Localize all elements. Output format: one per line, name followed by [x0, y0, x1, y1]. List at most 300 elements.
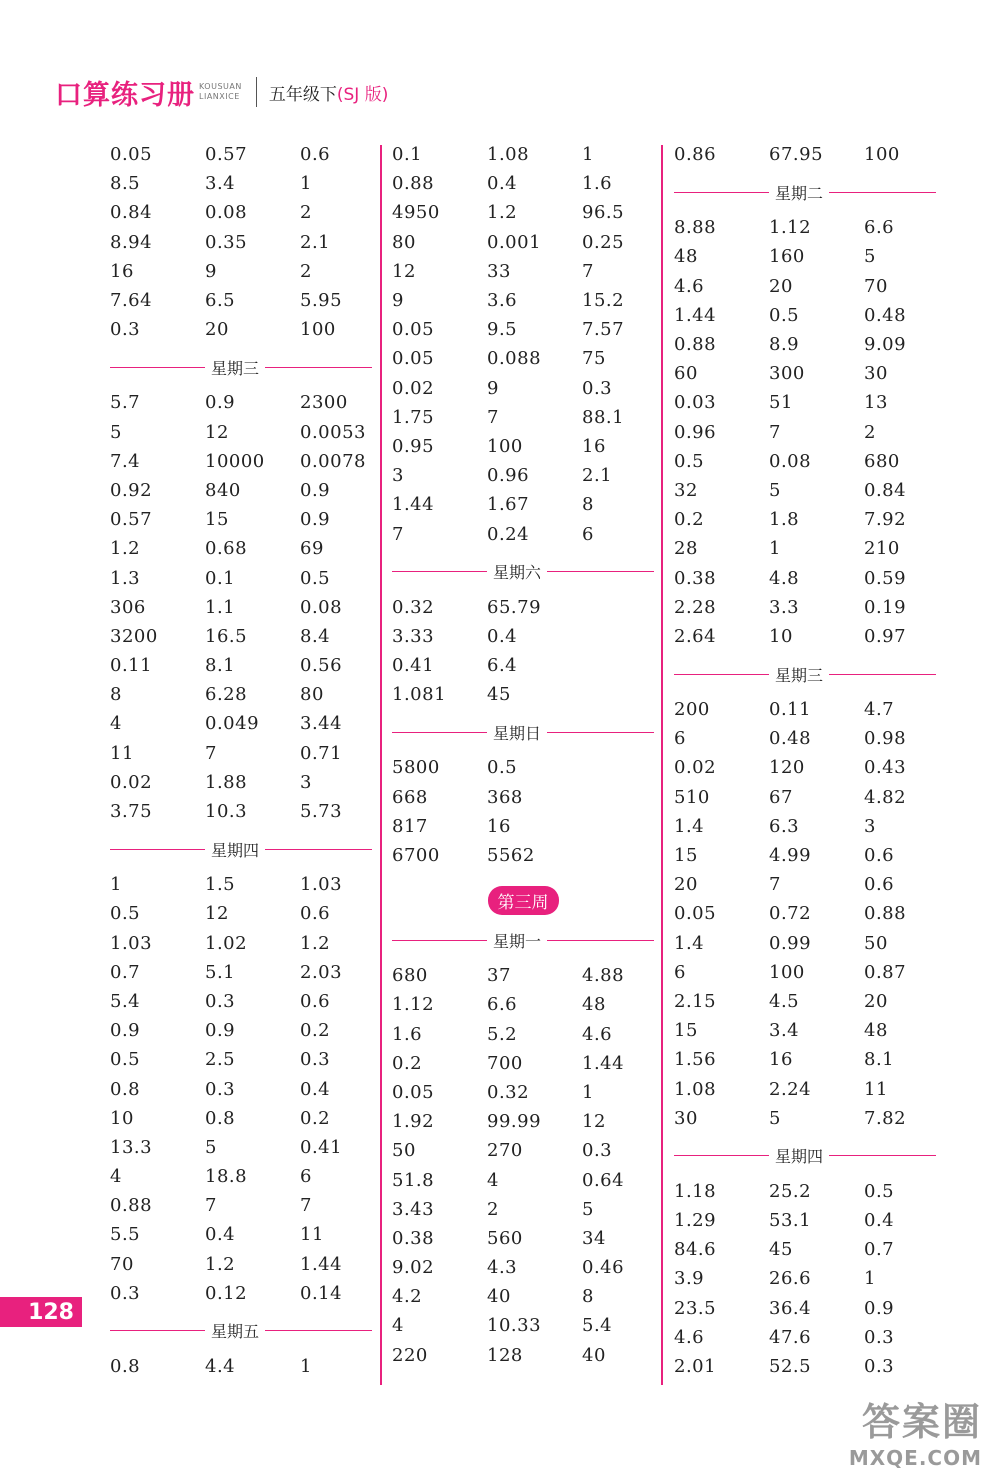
answer-value: 1	[582, 1081, 594, 1103]
answer-value: 0.99	[769, 932, 812, 954]
answer-value: 0.87	[864, 961, 907, 983]
answer-value: 0.9	[300, 479, 331, 501]
answer-value: 0.5	[769, 304, 800, 326]
answer-row	[392, 1107, 654, 1136]
day-header	[110, 832, 372, 866]
answer-row	[674, 505, 936, 534]
answer-row	[392, 990, 654, 1019]
answer-value: 20	[205, 319, 229, 341]
answer-value: 8.9	[769, 334, 800, 356]
answer-row	[674, 958, 936, 987]
answer-value: 1.4	[674, 815, 705, 837]
day-rule	[547, 732, 654, 733]
day-rule	[674, 1155, 769, 1156]
answer-value: 0.6	[300, 144, 331, 166]
answer-value: 160	[769, 246, 805, 268]
answer-value: 9	[205, 260, 217, 282]
answer-value: 0.25	[582, 231, 625, 253]
day-rule	[674, 192, 769, 193]
answer-row	[392, 403, 654, 432]
answer-row	[110, 680, 372, 709]
answer-row	[674, 1104, 936, 1133]
answer-value: 0.2	[300, 1020, 331, 1042]
day-rule	[110, 367, 205, 368]
answer-value: 8	[582, 494, 594, 516]
answer-value: 5.5	[110, 1224, 141, 1246]
answer-value: 5	[864, 246, 876, 268]
answer-value: 0.71	[300, 742, 343, 764]
answer-value: 6.5	[205, 290, 236, 312]
answer-value: 6.3	[769, 815, 800, 837]
answer-row	[392, 140, 654, 169]
answer-value: 9	[487, 377, 499, 399]
answer-value: 7	[769, 421, 781, 443]
answer-value: 0.02	[110, 771, 153, 793]
answer-value: 84.6	[674, 1239, 717, 1261]
day-rule	[392, 571, 487, 572]
answer-row	[674, 724, 936, 753]
answer-row	[110, 1220, 372, 1249]
answer-value: 0.9	[205, 1020, 236, 1042]
answer-value: 0.11	[110, 655, 153, 677]
answer-value: 0.19	[864, 596, 907, 618]
answer-value: 11	[864, 1078, 888, 1100]
answer-value: 10000	[205, 450, 265, 472]
day-header	[674, 657, 936, 691]
answer-value: 9.09	[864, 334, 907, 356]
answer-row	[674, 1045, 936, 1074]
answer-value: 1.2	[487, 202, 518, 224]
answer-value: 817	[392, 815, 428, 837]
answer-value: 7	[769, 874, 781, 896]
answer-value: 200	[674, 699, 710, 721]
answer-value: 8.5	[110, 173, 141, 195]
day-label: 星期三	[775, 665, 824, 685]
answer-value: 0.8	[110, 1356, 141, 1378]
answer-row	[392, 461, 654, 490]
grade-label: 五年级下	[268, 84, 337, 105]
answer-row	[392, 490, 654, 519]
answer-value: 5	[769, 1107, 781, 1129]
answer-value: 1.12	[392, 994, 435, 1016]
answer-value: 1	[300, 1356, 312, 1378]
answer-value: 0.57	[110, 509, 153, 531]
answer-value: 0.5	[300, 567, 331, 589]
answer-value: 12	[392, 260, 416, 282]
answer-value: 510	[674, 786, 710, 808]
answer-value: 26.6	[769, 1268, 812, 1290]
answer-value: 3.4	[769, 1020, 800, 1042]
answer-row	[110, 651, 372, 680]
answer-value: 0.72	[769, 903, 812, 925]
answer-row	[110, 447, 372, 476]
answer-row	[674, 301, 936, 330]
answer-value: 20	[769, 275, 793, 297]
day-rule	[829, 1155, 936, 1156]
answer-value: 45	[487, 684, 511, 706]
answer-value: 0.3	[205, 990, 236, 1012]
answer-value: 5800	[392, 757, 440, 779]
answer-row	[674, 359, 936, 388]
answer-value: 30	[674, 1107, 698, 1129]
pinyin-line-2: LIANXICE	[199, 92, 240, 101]
answer-value: 5	[205, 1136, 217, 1158]
answer-value: 0.7	[864, 1239, 895, 1261]
answer-value: 0.088	[487, 348, 542, 370]
answer-value: 210	[864, 538, 900, 560]
answer-value: 6.6	[487, 994, 518, 1016]
answer-value: 0.41	[392, 655, 435, 677]
answer-value: 7.4	[110, 450, 141, 472]
answer-value: 0.001	[487, 231, 542, 253]
answer-value: 30	[864, 363, 888, 385]
answer-row	[110, 315, 372, 344]
header-divider	[256, 77, 257, 107]
answer-row	[392, 783, 654, 812]
answer-value: 20	[674, 874, 698, 896]
answer-value: 0.0078	[300, 450, 366, 472]
answer-value: 16	[582, 435, 606, 457]
answer-row	[392, 1049, 654, 1078]
answer-value: 0.6	[300, 903, 331, 925]
answer-row	[674, 272, 936, 301]
answer-value: 0.1	[392, 144, 423, 166]
answer-value: 0.7	[110, 961, 141, 983]
answer-value: 368	[487, 786, 523, 808]
answer-value: 67	[769, 786, 793, 808]
answer-value: 16	[487, 815, 511, 837]
answer-value: 16.5	[205, 625, 248, 647]
day-label: 星期六	[493, 563, 542, 583]
answer-value: 5.1	[205, 961, 236, 983]
day-rule	[392, 732, 487, 733]
answer-row	[674, 899, 936, 928]
answer-value: 10.33	[487, 1315, 542, 1337]
answer-row	[110, 1250, 372, 1279]
answer-value: 0.8	[110, 1078, 141, 1100]
answer-row	[110, 709, 372, 738]
answer-value: 1.44	[392, 494, 435, 516]
answer-row	[110, 418, 372, 447]
watermark-text: 答案圈	[861, 1400, 982, 1444]
answer-value: 4	[110, 713, 122, 735]
answer-value: 6700	[392, 845, 440, 867]
answer-value: 0.88	[674, 334, 717, 356]
answer-value: 1.18	[674, 1180, 717, 1202]
answer-value: 16	[769, 1049, 793, 1071]
answer-value: 1.4	[674, 932, 705, 954]
answer-value: 2	[864, 421, 876, 443]
answer-value: 0.2	[674, 509, 705, 531]
answer-value: 7	[582, 260, 594, 282]
answer-value: 69	[300, 538, 324, 560]
answer-value: 0.4	[487, 173, 518, 195]
answer-value: 10.3	[205, 801, 248, 823]
answer-value: 680	[864, 450, 900, 472]
answer-row	[392, 519, 654, 548]
answer-row	[110, 198, 372, 227]
answer-value: 0.84	[864, 479, 907, 501]
answer-value: 1.2	[300, 932, 331, 954]
answer-value: 1.75	[392, 406, 435, 428]
answer-row	[110, 388, 372, 417]
answer-value: 0.8	[205, 1107, 236, 1129]
answer-value: 0.32	[392, 596, 435, 618]
answer-value: 1.081	[392, 684, 447, 706]
answer-value: 0.56	[300, 655, 343, 677]
answer-row	[110, 1016, 372, 1045]
answer-row	[674, 242, 936, 271]
day-header	[392, 555, 654, 589]
answer-value: 0.97	[864, 625, 907, 647]
answer-value: 1.2	[110, 538, 141, 560]
day-rule	[110, 1330, 205, 1331]
answer-value: 0.02	[674, 757, 717, 779]
answer-row	[392, 1253, 654, 1282]
day-rule	[265, 1330, 372, 1331]
answer-value: 7.57	[582, 319, 625, 341]
answer-value: 100	[769, 961, 805, 983]
answer-value: 0.64	[582, 1169, 625, 1191]
answer-value: 0.05	[392, 319, 435, 341]
answer-value: 45	[769, 1239, 793, 1261]
answer-value: 1	[300, 173, 312, 195]
answer-value: 0.88	[392, 173, 435, 195]
answer-value: 0.5	[110, 1049, 141, 1071]
answer-value: 20	[864, 990, 888, 1012]
answer-value: 0.049	[205, 713, 260, 735]
day-header	[110, 1314, 372, 1348]
answer-row	[110, 958, 372, 987]
answer-value: 0.4	[300, 1078, 331, 1100]
answer-value: 220	[392, 1344, 428, 1366]
answer-row	[674, 534, 936, 563]
answer-value: 2.28	[674, 596, 717, 618]
answer-value: 0.5	[674, 450, 705, 472]
answer-row	[110, 739, 372, 768]
answer-value: 13	[864, 392, 888, 414]
answer-row	[110, 140, 372, 169]
answer-row	[110, 169, 372, 198]
answer-row	[674, 622, 936, 651]
answer-value: 12	[205, 903, 229, 925]
answer-row	[110, 622, 372, 651]
answer-value: 0.38	[392, 1227, 435, 1249]
answer-row	[674, 1323, 936, 1352]
answer-value: 0.35	[205, 231, 248, 253]
answer-value: 0.43	[864, 757, 907, 779]
day-rule	[829, 674, 936, 675]
answer-value: 53.1	[769, 1210, 812, 1232]
answer-value: 0.38	[674, 567, 717, 589]
answer-row	[110, 1074, 372, 1103]
answer-value: 16	[110, 260, 134, 282]
day-rule	[265, 367, 372, 368]
answer-row	[674, 841, 936, 870]
answer-row	[674, 695, 936, 724]
answer-value: 52.5	[769, 1356, 812, 1378]
answer-value: 50	[392, 1140, 416, 1162]
answer-value: 1.92	[392, 1111, 435, 1133]
answer-value: 3	[300, 771, 312, 793]
day-rule	[547, 940, 654, 941]
answer-value: 5.4	[110, 990, 141, 1012]
answer-row	[674, 476, 936, 505]
answer-row	[110, 1191, 372, 1220]
answer-value: 6.4	[487, 655, 518, 677]
answer-value: 0.3	[110, 1282, 141, 1304]
answer-value: 1.1	[205, 596, 236, 618]
answer-value: 0.11	[769, 699, 812, 721]
answer-column-3	[674, 140, 936, 1381]
answer-value: 2.64	[674, 625, 717, 647]
answer-row	[392, 374, 654, 403]
answer-value: 8.1	[864, 1049, 895, 1071]
answer-value: 6.6	[864, 217, 895, 239]
brand-pinyin	[199, 82, 242, 102]
answer-row	[110, 1104, 372, 1133]
answer-value: 2.01	[674, 1356, 717, 1378]
answer-row	[674, 1352, 936, 1381]
answer-value: 75	[582, 348, 606, 370]
answer-value: 40	[582, 1344, 606, 1366]
answer-row	[110, 1045, 372, 1074]
answer-value: 120	[769, 757, 805, 779]
answer-value: 0.05	[110, 144, 153, 166]
answer-value: 3.3	[769, 596, 800, 618]
answer-value: 8.88	[674, 217, 717, 239]
answer-row	[392, 841, 654, 870]
answer-value: 5.73	[300, 801, 343, 823]
answer-value: 0.88	[110, 1195, 153, 1217]
answer-value: 128	[487, 1344, 523, 1366]
answer-value: 0.46	[582, 1257, 625, 1279]
answer-value: 5.2	[487, 1023, 518, 1045]
answer-value: 7.92	[864, 509, 907, 531]
answer-value: 0.14	[300, 1282, 343, 1304]
answer-value: 7	[392, 523, 404, 545]
answer-value: 7.64	[110, 290, 153, 312]
answer-value: 5562	[487, 845, 535, 867]
answer-value: 15	[205, 509, 229, 531]
answer-value: 0.86	[674, 144, 717, 166]
answer-value: 0.6	[864, 845, 895, 867]
week-badge	[392, 886, 654, 915]
answer-value: 34	[582, 1227, 606, 1249]
answer-value: 0.08	[300, 596, 343, 618]
answer-value: 48	[864, 1020, 888, 1042]
answer-value: 15.2	[582, 290, 625, 312]
answer-row	[110, 1133, 372, 1162]
pinyin-line-1: KOUSUAN	[199, 82, 242, 91]
day-rule	[392, 940, 487, 941]
answer-value: 28	[674, 538, 698, 560]
answer-value: 8.1	[205, 655, 236, 677]
answer-value: 37	[487, 965, 511, 987]
answer-value: 2300	[300, 392, 348, 414]
answer-row	[392, 169, 654, 198]
day-label: 星期五	[211, 1322, 260, 1342]
answer-value: 700	[487, 1052, 523, 1074]
answer-value: 0.6	[300, 990, 331, 1012]
answer-value: 7	[205, 742, 217, 764]
answer-value: 1.3	[110, 567, 141, 589]
answer-row	[392, 680, 654, 709]
answer-value: 36.4	[769, 1297, 812, 1319]
answer-value: 2.1	[300, 231, 331, 253]
answer-row	[674, 140, 936, 169]
answer-row	[110, 1352, 372, 1381]
answer-value: 88.1	[582, 406, 625, 428]
answer-row	[110, 534, 372, 563]
answer-value: 3.44	[300, 713, 343, 735]
answer-value: 1.6	[582, 173, 613, 195]
answer-value: 0.32	[487, 1081, 530, 1103]
day-label: 星期日	[493, 723, 542, 743]
day-header	[392, 715, 654, 749]
answer-value: 0.96	[487, 465, 530, 487]
answer-row	[674, 1264, 936, 1293]
answer-row	[110, 286, 372, 315]
answer-value: 1.8	[769, 509, 800, 531]
answer-value: 100	[864, 144, 900, 166]
day-header	[392, 923, 654, 957]
answer-value: 0.3	[300, 1049, 331, 1071]
answer-value: 4.6	[582, 1023, 613, 1045]
answer-row	[674, 388, 936, 417]
answer-value: 0.9	[300, 509, 331, 531]
day-label: 星期四	[211, 840, 260, 860]
answer-value: 12	[582, 1111, 606, 1133]
day-rule	[829, 192, 936, 193]
answer-value: 0.05	[674, 903, 717, 925]
answer-value: 4	[487, 1169, 499, 1191]
answer-row	[392, 1020, 654, 1049]
answer-row	[392, 315, 654, 344]
answer-value: 0.9	[110, 1020, 141, 1042]
answer-value: 15	[674, 1020, 698, 1042]
day-rule	[547, 571, 654, 572]
answer-value: 0.68	[205, 538, 248, 560]
day-label: 星期三	[211, 358, 260, 378]
answer-value: 0.3	[582, 1140, 613, 1162]
answer-value: 1.44	[582, 1052, 625, 1074]
answer-value: 0.6	[864, 874, 895, 896]
answer-row	[110, 505, 372, 534]
answer-value: 3.4	[205, 173, 236, 195]
answer-value: 6.28	[205, 684, 248, 706]
answer-value: 96.5	[582, 202, 625, 224]
answer-row	[110, 929, 372, 958]
answer-row	[392, 228, 654, 257]
answer-value: 80	[300, 684, 324, 706]
answer-row	[392, 812, 654, 841]
answer-value: 6	[674, 961, 686, 983]
answer-value: 12	[205, 421, 229, 443]
answer-value: 3.9	[674, 1268, 705, 1290]
answer-row	[674, 1177, 936, 1206]
answer-value: 67.95	[769, 144, 824, 166]
answer-value: 0.03	[674, 392, 717, 414]
answer-row	[110, 1279, 372, 1308]
answer-row	[392, 593, 654, 622]
answer-value: 7.82	[864, 1107, 907, 1129]
answer-value: 11	[300, 1224, 324, 1246]
answer-row	[110, 476, 372, 505]
answer-value: 2.5	[205, 1049, 236, 1071]
answer-value: 8	[110, 684, 122, 706]
answer-value: 4.7	[864, 699, 895, 721]
